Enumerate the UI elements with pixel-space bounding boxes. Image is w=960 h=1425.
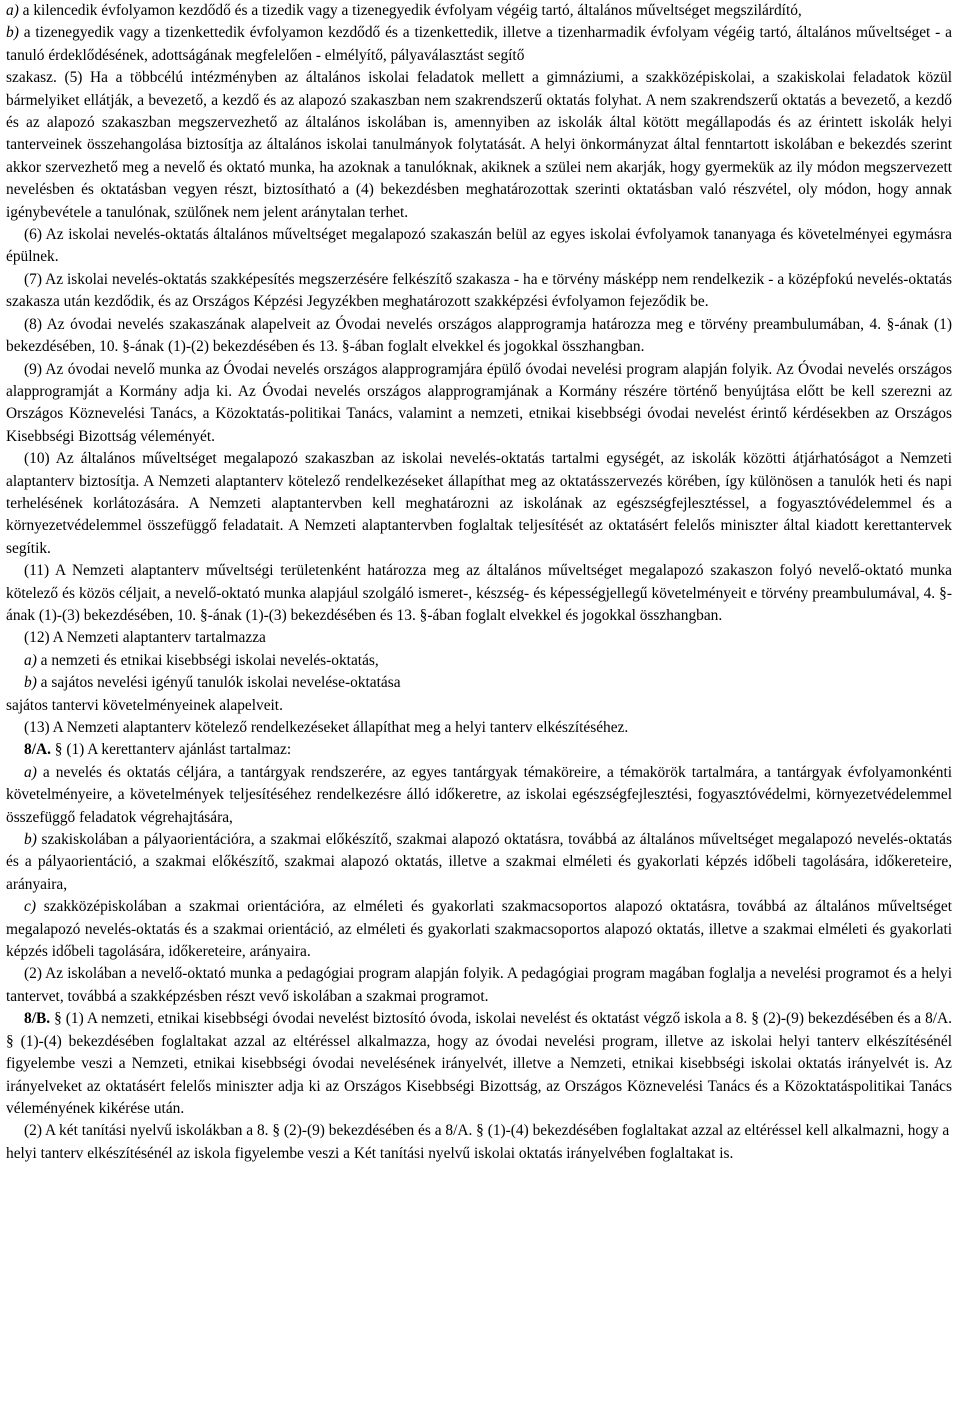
paragraph-text: sajátos tantervi követelményeinek alapelveit. bbox=[6, 696, 283, 714]
item-label: b) bbox=[24, 831, 37, 849]
paragraph-8a-c bbox=[6, 896, 952, 963]
paragraph-text: (6) Az iskolai nevelés-oktatás általános műveltséget megalapozó szakaszán belül az egyes iskolai évfolyamok tananyaga és követelményei egymásra épülnek. bbox=[6, 226, 952, 266]
paragraph-text: (2) A két tanítási nyelvű iskolákban a 8. § (2)-(9) bekezdésében és a 8/A. § (1)-(4) bekezdésében foglaltakat azzal az eltéréssel kell alkalmazni, hogy a helyi tanterv elkészítésénél az iskola figyelembe veszi a Két tanítási nyelvű iskolai oktatás irányelvében foglaltakat is. bbox=[6, 1122, 950, 1162]
paragraph-12a bbox=[6, 650, 952, 672]
item-label: a) bbox=[24, 763, 37, 781]
paragraph-text: a sajátos nevelési igényű tanulók iskolai nevelése-oktatása bbox=[36, 674, 401, 692]
paragraph-7 bbox=[6, 269, 952, 314]
paragraph-text: a nevelés és oktatás céljára, a tantárgyak rendszerére, az egyes tantárgyak témaköreire, a témakörök tartalmára, a tantárgyak évfolyamonkénti követelményeire, a követelmények teljesítéséhez rendelkezésre álló időkeretre, az iskolai egészségfejlesztési, fogyasztóvédelmi, környezetvédelemmel összefüggő feladatok végrehajtására, bbox=[6, 763, 952, 826]
paragraph-text: (8) Az óvodai nevelés szakaszának alapelveit az Óvodai nevelés országos alapprogramja határozza meg e törvény preambulumában, 4. §-ának (1) bekezdésében, 10. §-ának (1)-(2) bekezdésében és 13. §-ában foglalt elvekkel és jogokkal összhangban. bbox=[6, 315, 952, 356]
paragraph-text: a tizenegyedik vagy a tizenkettedik évfolyamon kezdődő és a tizenkettedik, illetve a tizenharmadik évfolyam végéig tartó, általános műveltséget - a tanuló érdeklődésének, adottságának megfelelően - elmélyítő, pályaválasztást segítő bbox=[6, 24, 952, 64]
item-label: b) bbox=[6, 24, 19, 42]
paragraph-8a-b bbox=[6, 829, 952, 896]
paragraph-text: (7) Az iskolai nevelés-oktatás szakképesítés megszerzésére felkészítő szakasza - ha e törvény másképp nem rendelkezik - a középfokú nevelés-oktatás szakasza után kezdődik, és az Országos Képzési Jegyzékben meghatározott szakképzési évfolyamon fejeződik be. bbox=[6, 270, 952, 311]
section-8a-heading bbox=[6, 739, 952, 761]
paragraph-12 bbox=[6, 627, 952, 649]
paragraph-6 bbox=[6, 224, 952, 269]
paragraph-text: § (1) A kerettanterv ajánlást tartalmaz: bbox=[50, 741, 292, 759]
paragraph-text: (10) Az általános műveltséget megalapozó szakaszban az iskolai nevelés-oktatás tartalmi egységét, az iskolák közötti átjárhatóságot a Nemzeti alaptanterv biztosítja. A Nemzeti alaptanterv kötelező rendelkezéseket állapíthat meg az oktatásszervezés körében, így különösen a tanulók heti és napi terhelésének korlátozására. A Nemzeti alaptantervben kell meghatározni az iskolának az egészségfejlesztéssel, a fogyasztóvédelemmel és a környezetvédelemmel összefüggő feladatait. A Nemzeti alaptantervben foglaltak teljesítését az oktatásért felelős miniszter által kiadott kerettantervek segítik. bbox=[6, 450, 952, 557]
paragraph-text: (9) Az óvodai nevelő munka az Óvodai nevelés országos alapprogramjára épülő óvodai nevelési program alapján folyik. Az Óvodai nevelés országos alapprogramját a Kormány adja ki. Az Óvodai nevelés országos alapprogramjának a Kormány részére történő benyújtása előtt be kell szerezni az Országos Köznevelési Tanács, a Közoktatás-politikai Tanács, valamint a nemzeti, etnikai kisebbségi óvodai nevelést érintő kérdésekben az Országos Kisebbségi Bizottság véleményét. bbox=[6, 360, 952, 445]
paragraph-text: (13) A Nemzeti alaptanterv kötelező rendelkezéseket állapíthat meg a helyi tanterv elkészítéséhez. bbox=[24, 719, 629, 736]
paragraph-12-end bbox=[6, 695, 952, 717]
paragraph-4a bbox=[6, 0, 952, 22]
paragraph-13 bbox=[6, 717, 952, 739]
paragraph-9 bbox=[6, 359, 952, 449]
item-label: a) bbox=[6, 2, 19, 19]
paragraph-5 bbox=[6, 67, 952, 224]
paragraph-text: szakiskolában a pályaorientációra, a szakmai előkészítő, szakmai alapozó oktatásra, továbbá az általános műveltséget megalapozó nevelés-oktatás és a pályaorientáció, a szakmai előkészítő, szakmai alapozó oktatás, illetve a szakmai elméleti és gyakorlati képzés időbeli tagolására, időkereteire, arányaira, bbox=[6, 831, 952, 893]
paragraph-8a-a bbox=[6, 762, 952, 829]
paragraph-text: (11) A Nemzeti alaptanterv műveltségi területenként határozza meg az általános műveltséget megalapozó szakaszon folyó nevelő-oktató munka kötelező és közös céljait, a nevelő-oktató munka alapjául szolgáló ismeret-, készség- és képességjellegű követelményeit e törvény preambulumával, 4. §-ának (1)-(3) bekezdésében, 10. §-ának (1)-(3) bekezdésében és 13. §-ában foglalt elvekkel és jogokkal összhangban. bbox=[6, 562, 952, 624]
section-number: 8/A. bbox=[24, 741, 51, 759]
item-label: c) bbox=[24, 898, 36, 916]
paragraph-text: a kilencedik évfolyamon kezdődő és a tizedik vagy a tizenegyedik évfolyam végéig tartó, általános műveltséget megszilárdító, bbox=[18, 2, 802, 19]
paragraph-text: § (1) A nemzeti, etnikai kisebbségi óvodai nevelést biztosító óvoda, iskolai nevelést és oktatást végző iskola a 8. § (2)-(9) bekezdésében és a 8/A. § (1)-(4) bekezdésében foglaltakat azzal az eltéréssel alkalmazza, hogy az óvodai nevelési program, illetve az iskolai helyi tanterv elkészítésénél figyelembe veszi a Nemzeti, etnikai kisebbségi óvodai nevelésének irányelvét, illetve a Nemzeti, etnikai kisebbségi iskolai oktatás irányelvét is. Az irányelveket az oktatásért felelős miniszter adja ki az Országos Kisebbségi Bizottság, az Országos Köznevelési Tanács és a Közoktatáspolitikai Tanács véleményének kikérése után. bbox=[6, 1010, 952, 1117]
section-8b-1 bbox=[6, 1008, 952, 1120]
item-label: b) bbox=[24, 674, 37, 692]
paragraph-8 bbox=[6, 314, 952, 359]
section-8b-2 bbox=[6, 1120, 952, 1165]
paragraph-text: (5) Ha a többcélú intézményben az általános iskolai feladatok mellett a gimnáziumi, a szakközépiskolai, a szakiskolai feladatok közül bármelyiket ellátják, a bevezető, a kezdő és az alapozó szakaszban nem szakrendszerű oktatás folyhat. A nem szakrendszerű oktatás a bevezető, a kezdő és az alapozó szakaszban megszervezhető az általános iskolában is, amennyiben az iskolák által kötött megállapodás és az érintett iskolák helyi tanterveinek összehangolása biztosítja az általános iskolai tanulmányok folytatását. A helyi önkormányzat által fenntartott iskolában e bekezdés szerint akkor szervezhető meg a nevelő és oktató munka, ha azoknak a tanulóknak, akiknek a szülei nem akarják, hogy gyermekük az ily módon megszervezett nevelésben és oktatásban vegyen részt, biztosítható a (4) bekezdésben meghatározottak szerinti oktatásban való részvétel, oly módon, hogy annak igénybevétele a tanulónak, szülőnek nem jelent aránytalan terhet. bbox=[6, 69, 952, 221]
paragraph-text: a nemzeti és etnikai kisebbségi iskolai nevelés-oktatás, bbox=[36, 651, 379, 669]
paragraph-12b bbox=[6, 672, 952, 694]
paragraph-4b bbox=[6, 22, 952, 67]
paragraph-8a-2 bbox=[6, 963, 952, 1008]
paragraph-text: szakasz. bbox=[6, 69, 57, 87]
paragraph-10 bbox=[6, 448, 952, 560]
paragraph-text: (2) Az iskolában a nevelő-oktató munka a pedagógiai program alapján folyik. A pedagógiai program magában foglalja a nevelési programot és a helyi tantervet, továbbá a szakképzésben részt vevő iskolában a szakmai programot. bbox=[6, 965, 952, 1005]
item-label: a) bbox=[24, 651, 37, 669]
section-number: 8/B. bbox=[24, 1010, 51, 1028]
paragraph-text: szakközépiskolában a szakmai orientációra, az elméleti és gyakorlati szakmacsoportos alapozó oktatásra, továbbá az általános műveltséget megalapozó nevelés-oktatás és a szakmai orientáció, az elméleti és gyakorlati szakmacsoportos alapozó oktatás, illetve a szakmai elméleti és gyakorlati képzés időbeli tagolására, időkereteire, arányaira. bbox=[6, 898, 952, 961]
paragraph-text: (12) A Nemzeti alaptanterv tartalmazza bbox=[24, 629, 266, 647]
paragraph-11 bbox=[6, 560, 952, 627]
